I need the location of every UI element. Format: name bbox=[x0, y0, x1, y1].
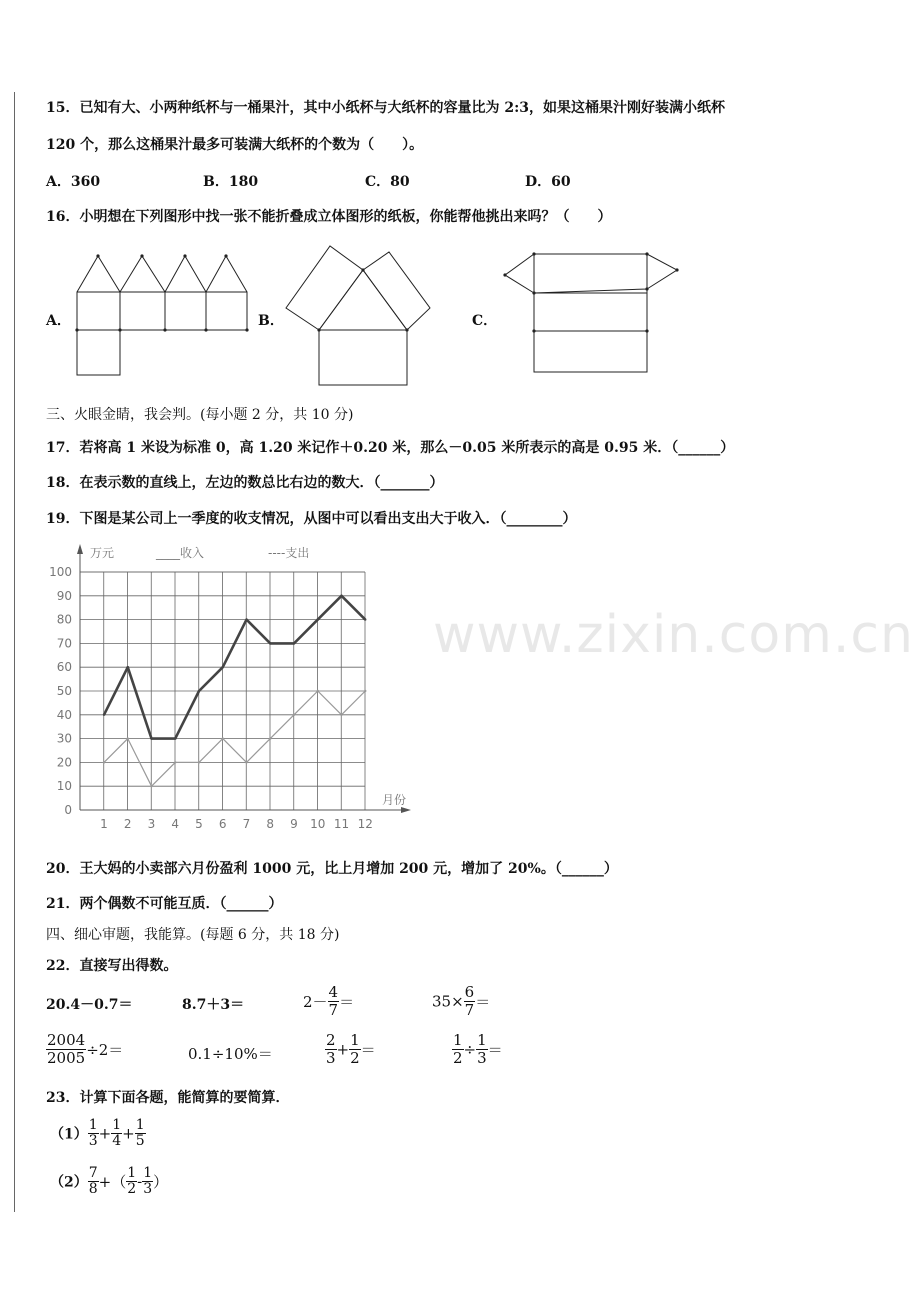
chart-legend-income: ____收入 bbox=[156, 546, 205, 560]
q23-text: 23．计算下面各题，能简算的要简算． bbox=[46, 1090, 290, 1106]
fraction-denominator: 3 bbox=[88, 1133, 98, 1149]
fraction bbox=[452, 1032, 464, 1067]
series-point-收入 bbox=[364, 618, 366, 620]
y-tick-label: 20 bbox=[56, 755, 72, 770]
q22-expr-5-fraction bbox=[46, 1032, 86, 1067]
fraction bbox=[88, 1118, 99, 1149]
series-point-收入 bbox=[103, 714, 105, 716]
series-point-支出 bbox=[293, 714, 295, 716]
q22-text: 22．直接写出得数。 bbox=[46, 958, 178, 974]
q16-label-c: C． bbox=[472, 313, 498, 329]
q22-expr-3 bbox=[303, 984, 354, 1019]
y-tick-label: 100 bbox=[49, 565, 72, 579]
series-point-收入 bbox=[127, 666, 129, 668]
x-tick-label: 2 bbox=[123, 817, 132, 831]
watermark: www.zixin.com.cn bbox=[433, 605, 914, 665]
operator: ） bbox=[153, 1173, 169, 1191]
q16-label-b: B． bbox=[258, 313, 284, 329]
series-point-支出 bbox=[340, 714, 342, 716]
equals-sign: ＝ bbox=[475, 993, 491, 1011]
series-point-支出 bbox=[364, 690, 366, 692]
series-point-收入 bbox=[222, 666, 224, 668]
q23-problem-1 bbox=[50, 1118, 146, 1149]
net-figure-a bbox=[75, 254, 248, 375]
q22-expr-4 bbox=[432, 984, 490, 1019]
q22-expr-8 bbox=[452, 1032, 503, 1067]
chart-legend-expense: ----支出 bbox=[268, 546, 310, 560]
q18-text: 18．在表示数的直线上，左边的数总比右边的数大．（_______） bbox=[46, 475, 444, 491]
y-tick-label: 50 bbox=[56, 684, 72, 698]
series-point-支出 bbox=[269, 737, 271, 739]
q20-text: 20．王大妈的小卖部六月份盈利 1000 元，比上月增加 200 元，增加了 20%。（______） bbox=[46, 861, 618, 877]
operator: + bbox=[336, 1040, 350, 1059]
q22-expr-4-fraction bbox=[464, 984, 476, 1019]
fraction-denominator: 2 bbox=[127, 1181, 137, 1197]
fraction-numerator: 6 bbox=[464, 983, 475, 1001]
section-4-heading: 四、细心审题，我能算。(每题 6 分，共 18 分) bbox=[46, 927, 340, 943]
operator: +（ bbox=[98, 1173, 127, 1191]
fraction-numerator: 7 bbox=[88, 1165, 98, 1181]
equals-sign: ＝ bbox=[487, 1041, 503, 1059]
q22-expr-2: 8.7＋3＝ bbox=[182, 997, 245, 1013]
x-tick-label: 1 bbox=[100, 817, 108, 831]
fraction-numerator: 1 bbox=[127, 1165, 137, 1181]
fraction-denominator: 3 bbox=[143, 1181, 153, 1197]
fraction-denominator: 7 bbox=[464, 1001, 475, 1019]
q15-option-a: A．360 bbox=[46, 174, 101, 190]
series-point-支出 bbox=[198, 761, 200, 763]
fraction-denominator: 2 bbox=[453, 1049, 463, 1067]
fraction-denominator: 3 bbox=[477, 1049, 487, 1067]
fraction bbox=[325, 1032, 337, 1067]
net-figures bbox=[0, 0, 920, 400]
series-point-收入 bbox=[317, 618, 319, 620]
fraction-denominator: 4 bbox=[112, 1133, 122, 1149]
fraction-numerator: 1 bbox=[143, 1165, 153, 1181]
fraction bbox=[142, 1166, 153, 1197]
series-point-收入 bbox=[174, 737, 176, 739]
fraction-numerator: 1 bbox=[135, 1117, 145, 1133]
y-tick-label: 10 bbox=[56, 779, 72, 794]
equals-sign: ＝ bbox=[360, 1041, 376, 1059]
q15-option-d: D．60 bbox=[525, 174, 571, 190]
chart-y-ticks bbox=[49, 565, 72, 817]
fraction bbox=[88, 1166, 99, 1197]
q23-problem-2 bbox=[50, 1166, 168, 1197]
chart-y-axis-label: 万元 bbox=[90, 546, 115, 560]
fraction-denominator: 8 bbox=[88, 1181, 98, 1197]
q22-expr-4-prefix: 35× bbox=[432, 992, 464, 1011]
series-point-支出 bbox=[317, 690, 319, 692]
q22-expr-3-fraction bbox=[328, 984, 340, 1019]
income-expense-chart bbox=[30, 540, 430, 840]
fraction-denominator: 3 bbox=[326, 1049, 336, 1067]
fraction-numerator: 4 bbox=[328, 983, 339, 1001]
net-figure-b bbox=[286, 246, 430, 385]
series-point-支出 bbox=[127, 737, 129, 739]
series-point-收入 bbox=[245, 618, 247, 620]
fraction-numerator: 2004 bbox=[47, 1031, 86, 1049]
problem-label: （2） bbox=[50, 1174, 88, 1191]
x-tick-label: 11 bbox=[333, 817, 350, 831]
x-tick-label: 12 bbox=[357, 817, 373, 831]
fraction-denominator: 2 bbox=[350, 1049, 360, 1067]
q22-expr-5-suffix: ÷2＝ bbox=[86, 1041, 124, 1059]
q21-text: 21．两个偶数不可能互质．（______） bbox=[46, 896, 283, 912]
y-tick-label: 40 bbox=[56, 707, 72, 722]
fraction bbox=[476, 1032, 488, 1067]
x-tick-label: 5 bbox=[195, 817, 203, 831]
net-figure-c bbox=[503, 252, 678, 372]
problem-label: （1） bbox=[50, 1126, 88, 1143]
section-3-heading: 三、火眼金睛，我会判。(每小题 2 分，共 10 分) bbox=[46, 407, 354, 423]
q22-expr-3-prefix: 2－ bbox=[303, 993, 328, 1011]
q22-expr-1: 20.4－0.7＝ bbox=[46, 997, 133, 1013]
y-tick-label: 60 bbox=[56, 660, 72, 675]
operator: ÷ bbox=[463, 1040, 477, 1059]
y-tick-label: 0 bbox=[64, 803, 72, 817]
chart-x-axis-label: 月份 bbox=[382, 793, 407, 807]
fraction-denominator: 2005 bbox=[47, 1049, 86, 1067]
q15-line2: 120 个，那么这桶果汁最多可装满大纸杯的个数为（ ）。 bbox=[46, 137, 424, 153]
x-axis-arrow bbox=[401, 807, 411, 813]
fraction bbox=[349, 1032, 361, 1067]
series-point-收入 bbox=[293, 642, 295, 644]
x-tick-label: 4 bbox=[171, 817, 180, 831]
fraction bbox=[135, 1118, 146, 1149]
x-tick-label: 3 bbox=[147, 817, 156, 831]
series-point-收入 bbox=[198, 690, 200, 692]
q16-text: 16．小明想在下列图形中找一张不能折叠成立体图形的纸板，你能帮他挑出来吗？（ ） bbox=[46, 209, 612, 225]
q19-text: 19．下图是某公司上一季度的收支情况，从图中可以看出支出大于收入．（________） bbox=[46, 511, 577, 527]
fraction-numerator: 1 bbox=[350, 1031, 360, 1049]
operator: + bbox=[98, 1124, 112, 1143]
fraction-numerator: 2 bbox=[326, 1031, 336, 1049]
fraction-numerator: 1 bbox=[453, 1031, 463, 1049]
fraction-numerator: 1 bbox=[477, 1031, 487, 1049]
q15-option-b: B．180 bbox=[203, 174, 259, 190]
x-tick-label: 6 bbox=[218, 817, 227, 831]
series-point-支出 bbox=[103, 761, 105, 763]
y-tick-label: 80 bbox=[56, 612, 72, 627]
y-tick-label: 70 bbox=[56, 636, 72, 651]
q17-text: 17．若将高 1 米设为标准 0，高 1.20 米记作＋0.20 米，那么－0.05 米所表示的高是 0.95 米．（______） bbox=[46, 440, 735, 456]
series-point-支出 bbox=[174, 761, 176, 763]
fraction-denominator: 7 bbox=[328, 1001, 339, 1019]
fraction-numerator: 1 bbox=[112, 1117, 122, 1133]
y-axis-arrow bbox=[77, 544, 83, 554]
q15-option-c: C．80 bbox=[365, 174, 410, 190]
series-point-支出 bbox=[222, 737, 224, 739]
x-tick-label: 9 bbox=[290, 817, 298, 831]
series-point-支出 bbox=[150, 785, 152, 787]
y-tick-label: 30 bbox=[56, 731, 72, 746]
chart-grid bbox=[80, 572, 365, 810]
q22-expr-5 bbox=[46, 1032, 123, 1067]
q22-expr-6: 0.1÷10%＝ bbox=[188, 1045, 273, 1063]
operator: + bbox=[122, 1124, 135, 1143]
fraction-numerator: 1 bbox=[88, 1117, 98, 1133]
q16-label-a: A． bbox=[46, 313, 71, 329]
q22-expr-7 bbox=[325, 1032, 376, 1067]
y-tick-label: 90 bbox=[56, 588, 72, 603]
series-point-收入 bbox=[269, 642, 271, 644]
fraction-denominator: 5 bbox=[135, 1133, 145, 1149]
operator: - bbox=[137, 1172, 143, 1191]
equals-sign: ＝ bbox=[339, 993, 355, 1011]
x-tick-label: 8 bbox=[266, 817, 275, 831]
series-point-收入 bbox=[150, 737, 152, 739]
fraction bbox=[126, 1166, 137, 1197]
x-tick-label: 10 bbox=[310, 817, 326, 831]
q15-line1: 15．已知有大、小两种纸杯与一桶果汁，其中小纸杯与大纸杯的容量比为 2:3，如果这桶果汁刚好装满小纸杯 bbox=[46, 100, 726, 116]
x-tick-label: 7 bbox=[242, 817, 251, 831]
series-point-支出 bbox=[245, 761, 247, 763]
series-point-收入 bbox=[340, 595, 342, 597]
chart-x-ticks bbox=[100, 817, 373, 831]
fraction bbox=[111, 1118, 122, 1149]
